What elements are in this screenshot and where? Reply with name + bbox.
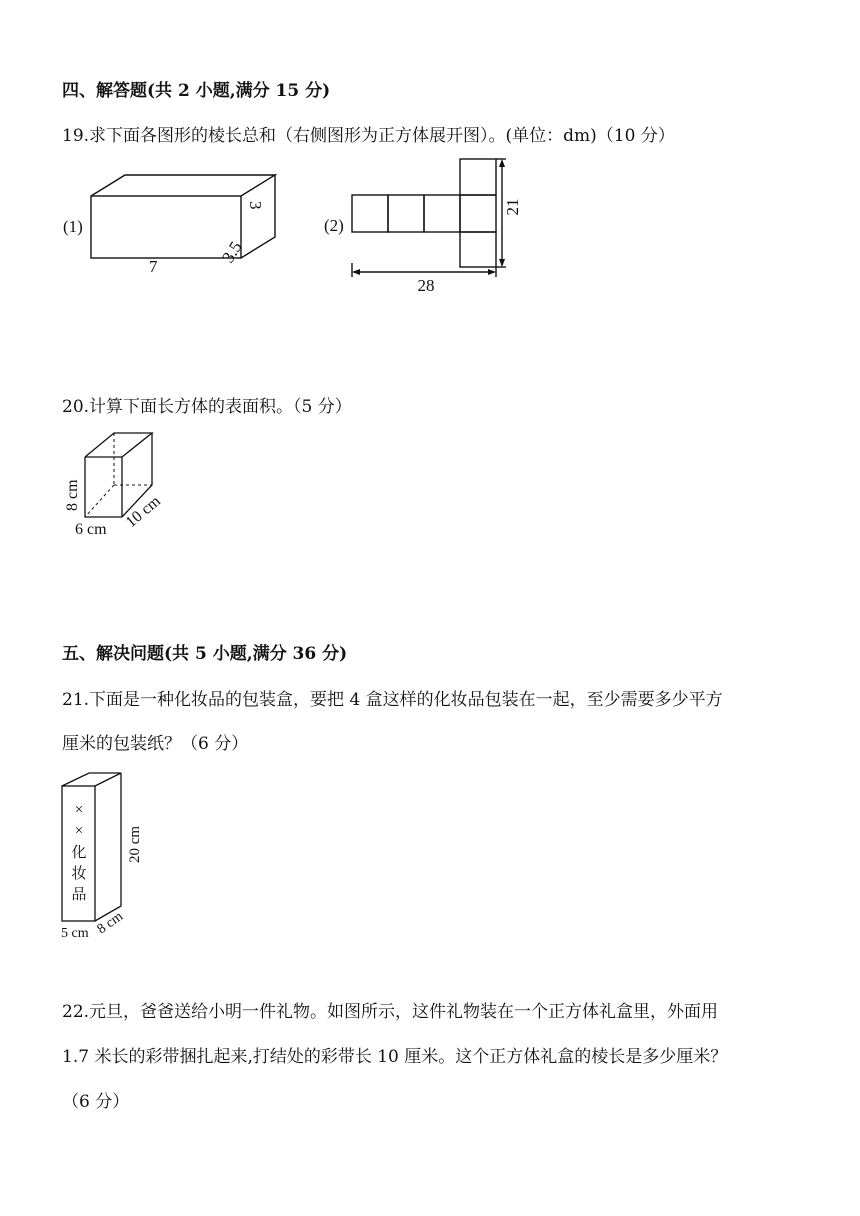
net-square	[460, 232, 496, 267]
question-21-line-1: 21.下面是一种化妆品的包装盒，要把 4 盒这样的化妆品包装在一起，至少需要多少平方	[62, 690, 723, 710]
q19-cube-net-figure	[320, 155, 540, 295]
q20-height-label: 8 cm	[64, 479, 81, 511]
q20-cuboid-figure	[55, 425, 195, 545]
q21-depth-label: 8 cm	[94, 909, 126, 938]
section-heading-5: 五、解决问题(共 5 小题,满分 36 分)	[62, 644, 348, 664]
hidden-edge	[85, 485, 114, 517]
q19-cuboid-figure	[55, 165, 285, 285]
question-22-line-1: 22.元旦，爸爸送给小明一件礼物。如图所示，这件礼物装在一个正方体礼盒里，外面用	[62, 1002, 719, 1022]
box-text: ×	[74, 823, 84, 839]
arrow-head	[352, 269, 360, 275]
q20-length-label: 6 cm	[75, 521, 107, 538]
net-square	[388, 195, 424, 232]
cuboid-top-face	[91, 175, 275, 196]
fig2-height-label: 21	[503, 198, 522, 216]
question-21-line-2: 厘米的包装纸？（6 分）	[62, 734, 249, 754]
net-square	[460, 195, 496, 232]
fig2-label: (2)	[324, 216, 344, 235]
arrow-head	[488, 269, 496, 275]
fig1-width-label: 3.5	[218, 238, 246, 267]
arrow-head	[499, 159, 505, 167]
q20-depth-label: 10 cm	[122, 492, 164, 532]
question-19-text: 19.求下面各图形的棱长总和（右侧图形为正方体展开图）。(单位：dm)（10 分）	[62, 126, 675, 146]
arrow-head	[499, 259, 505, 267]
question-22-line-2: 1.7 米长的彩带捆扎起来,打结处的彩带长 10 厘米。这个正方体礼盒的棱长是多少厘米？	[62, 1047, 728, 1067]
cuboid-side-face	[241, 175, 275, 258]
box-text: 品	[71, 887, 87, 903]
q21-cosmetic-box-figure	[55, 770, 165, 945]
net-square	[460, 159, 496, 195]
box-text: ×	[74, 802, 84, 818]
fig1-height-label: 3	[246, 201, 265, 210]
question-20-text: 20.计算下面长方体的表面积。（5 分）	[62, 397, 352, 417]
box-text: 妆	[71, 866, 87, 882]
cuboid-front-face	[91, 196, 241, 258]
question-22-line-3: （6 分）	[62, 1092, 130, 1112]
box-text: 化	[71, 845, 87, 861]
net-square	[424, 195, 460, 232]
net-square	[352, 195, 388, 232]
q21-height-label: 20 cm	[127, 825, 143, 863]
fig1-label: (1)	[63, 217, 83, 236]
q21-width-label: 5 cm	[61, 926, 89, 941]
fig2-width-label: 28	[417, 276, 435, 295]
section-heading-4: 四、解答题(共 2 小题,满分 15 分)	[62, 81, 331, 101]
fig1-length-label: 7	[149, 257, 158, 276]
